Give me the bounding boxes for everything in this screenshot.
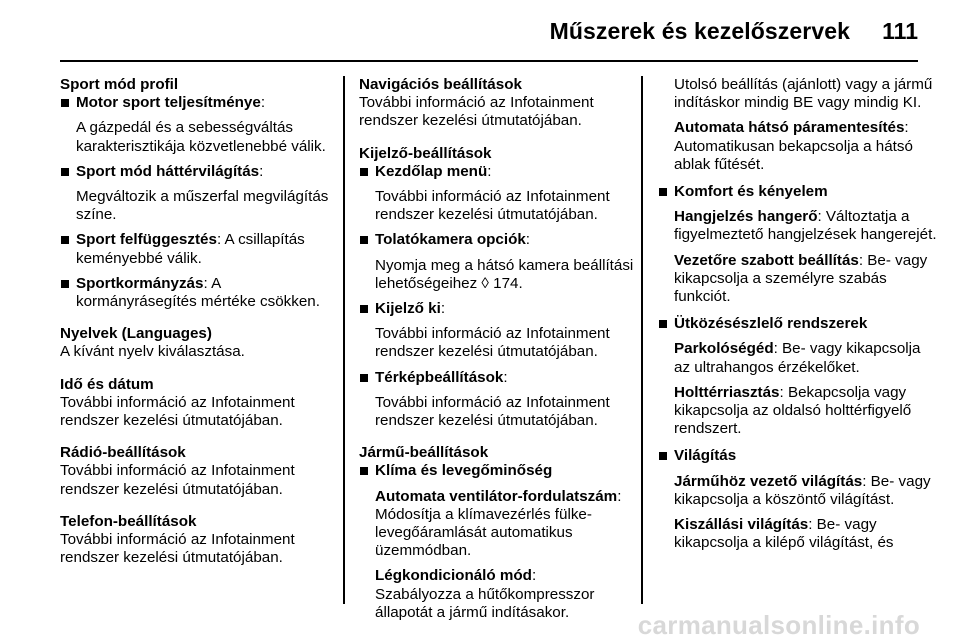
item-label: Sport felfüggesztés <box>76 231 217 249</box>
sub-item-text: : Be- vagy kikapcsolja a személyre szabás funkciót. <box>674 251 928 306</box>
item-label: Kijelző ki <box>375 300 441 318</box>
sub-item-text: : Változtatja a figyelmeztető hangjelzések hangerejét. <box>674 208 937 244</box>
sub-item-text: : Be- vagy kikapcsolja az ultrahangos érzékelőket. <box>674 340 921 376</box>
item-label: Sportkormányzás <box>76 274 204 292</box>
sub-item-text: Módosítja a klímavezérlés fülke-levegőáramlását automatikus üzemmódban. <box>375 505 592 560</box>
section-text: További információ az Infotainment rendszer kezelési útmutatójában. <box>60 531 295 567</box>
item-label: Klíma és levegőminőség <box>375 462 553 480</box>
page-header <box>0 0 960 62</box>
sub-item-label: Automata ventilátor-fordulatszám <box>375 487 618 505</box>
section-title: Kijelző-beállítások <box>359 144 492 162</box>
section-phone <box>60 513 342 568</box>
item-label: Komfort és kényelem <box>674 183 828 201</box>
section-sport-mode <box>60 76 342 311</box>
sub-item-label: Holttérriasztás <box>674 383 780 401</box>
sub-item-label: Járműhöz vezető világítás <box>674 472 863 490</box>
section-display <box>359 145 641 431</box>
sub-item <box>658 473 940 509</box>
sub-item-label: Vezetőre szabott beállítás <box>674 251 859 269</box>
list-item: Sport felfüggesztés: A csillapítás keményebbé válik. <box>60 231 342 267</box>
sub-item: Automata hátsó páramentesítés: Automatikusan bekapcsolja a hátsó ablak fűtését. <box>674 119 913 173</box>
section-navigation <box>359 76 641 131</box>
sub-item <box>658 384 940 439</box>
watermark: carmanualsonline.info <box>637 610 920 640</box>
sub-item-text: : Bekapcsolja vagy kikapcsolja az oldalsó holttérfigyelő rendszert. <box>674 383 912 438</box>
section-languages <box>60 325 342 361</box>
header-rule <box>60 60 918 62</box>
section-title: Telefon-beállítások <box>60 512 197 530</box>
sub-item-text: Szabályozza a hűtőkompresszor állapotát a jármű indításakor. <box>375 585 595 621</box>
list-item <box>658 183 940 201</box>
page-title: Műszerek és kezelőszervek <box>549 18 850 44</box>
item-desc: További információ az Infotainment rendszer kezelési útmutatójában. <box>375 393 610 430</box>
sub-item-text: Automatikusan bekapcsolja a hátsó ablak fűtését. <box>674 137 913 173</box>
column-3 <box>658 76 940 559</box>
list-item: Kezdőlap menü: További információ az Infotainment rendszer kezelési útmutatójában. <box>359 163 641 225</box>
item-desc: A gázpedál és a sebességváltás karakterisztikája közvetlenebbé válik. <box>76 119 326 155</box>
section-title: Sport mód profil <box>60 76 179 93</box>
item-label: Tolatókamera opciók <box>375 231 526 249</box>
section-text: További információ az Infotainment rendszer kezelési útmutatójában. <box>359 94 594 130</box>
column-1 <box>60 76 342 581</box>
section-title: Nyelvek (Languages) <box>60 325 212 343</box>
item-desc: További információ az Infotainment rendszer kezelési útmutatójában. <box>375 325 610 361</box>
list-item: Térképbeállítások: További információ az Infotainment rendszer kezelési útmutatójában. <box>359 369 641 431</box>
item-label: Kezdőlap menü <box>375 162 488 180</box>
item-label: Ütközésészlelő rendszerek <box>674 315 868 333</box>
item-desc: Megváltozik a műszerfal megvilágítás színe. <box>76 188 329 224</box>
sub-item <box>658 208 940 244</box>
list-item: Sportkormányzás: A kormányrásegítés mértéke csökken. <box>60 275 342 311</box>
section-title: Navigációs beállítások <box>359 76 522 93</box>
item-desc: További információ az Infotainment rendszer kezelési útmutatójában. <box>375 188 610 224</box>
continued-text: Utolsó beállítás (ajánlott) vagy a jármű indításkor mindig BE vagy mindig KI. <box>674 76 933 112</box>
item-desc: Nyomja meg a hátsó kamera beállítási lehetőségeihez ◊ 174. <box>375 256 634 292</box>
sub-item-text: : Be- vagy kikapcsolja a kilépő világítást, és <box>674 516 894 552</box>
item-label: Világítás <box>674 447 737 465</box>
sub-item-label: Kiszállási világítás <box>674 516 809 534</box>
list-item <box>359 462 641 480</box>
sub-item-text: : Be- vagy kikapcsolja a köszöntő világítást. <box>674 472 931 508</box>
sub-item-label: Hangjelzés hangerő <box>674 208 818 226</box>
section-time-date <box>60 376 342 431</box>
column-divider-2 <box>641 76 643 604</box>
section-title: Idő és dátum <box>60 375 154 393</box>
section-title: Rádió-beállítások <box>60 444 186 462</box>
item-label: Motor sport teljesítménye <box>76 94 261 112</box>
item-label: Sport mód háttérvilágítás <box>76 162 260 180</box>
sub-item-label: Parkolóségéd <box>674 340 774 358</box>
sub-item <box>658 516 940 552</box>
section-vehicle <box>359 444 641 622</box>
section-text: További információ az Infotainment rendszer kezelési útmutatójában. <box>60 393 295 430</box>
sub-item: Légkondicionáló mód: Szabályozza a hűtőkompresszor állapotát a jármű indításakor. <box>375 567 595 621</box>
list-item: Kijelző ki: További információ az Infotainment rendszer kezelési útmutatójában. <box>359 300 641 362</box>
sub-item-label: Légkondicionáló mód <box>375 567 532 585</box>
item-label: Térképbeállítások <box>375 368 504 386</box>
column-2 <box>359 76 641 636</box>
sub-item <box>658 340 940 376</box>
list-item: Tolatókamera opciók: Nyomja meg a hátsó kamera beállítási lehetőségeihez ◊ 174. <box>359 231 641 293</box>
section-radio <box>60 444 342 499</box>
column-divider-1 <box>343 76 345 604</box>
list-item: Motor sport teljesítménye: A gázpedál és a sebességváltás karakterisztikája közvetlenebbé válik. <box>60 94 342 156</box>
list-item <box>658 447 940 465</box>
section-title: Jármű-beállítások <box>359 444 489 462</box>
list-item <box>658 315 940 333</box>
page-number: 111 <box>882 18 918 44</box>
sub-item <box>658 252 940 307</box>
sub-item-label: Automata hátsó páramentesítés <box>674 119 905 137</box>
list-item: Sport mód háttérvilágítás: Megváltozik a műszerfal megvilágítás színe. <box>60 163 342 225</box>
section-text: A kívánt nyelv kiválasztása. <box>60 343 245 361</box>
section-text: További információ az Infotainment rendszer kezelési útmutatójában. <box>60 462 295 498</box>
sub-item: Automata ventilátor-fordulatszám: Módosítja a klímavezérlés fülke-levegőáramlását automatikus üzemmódban. <box>375 487 622 560</box>
